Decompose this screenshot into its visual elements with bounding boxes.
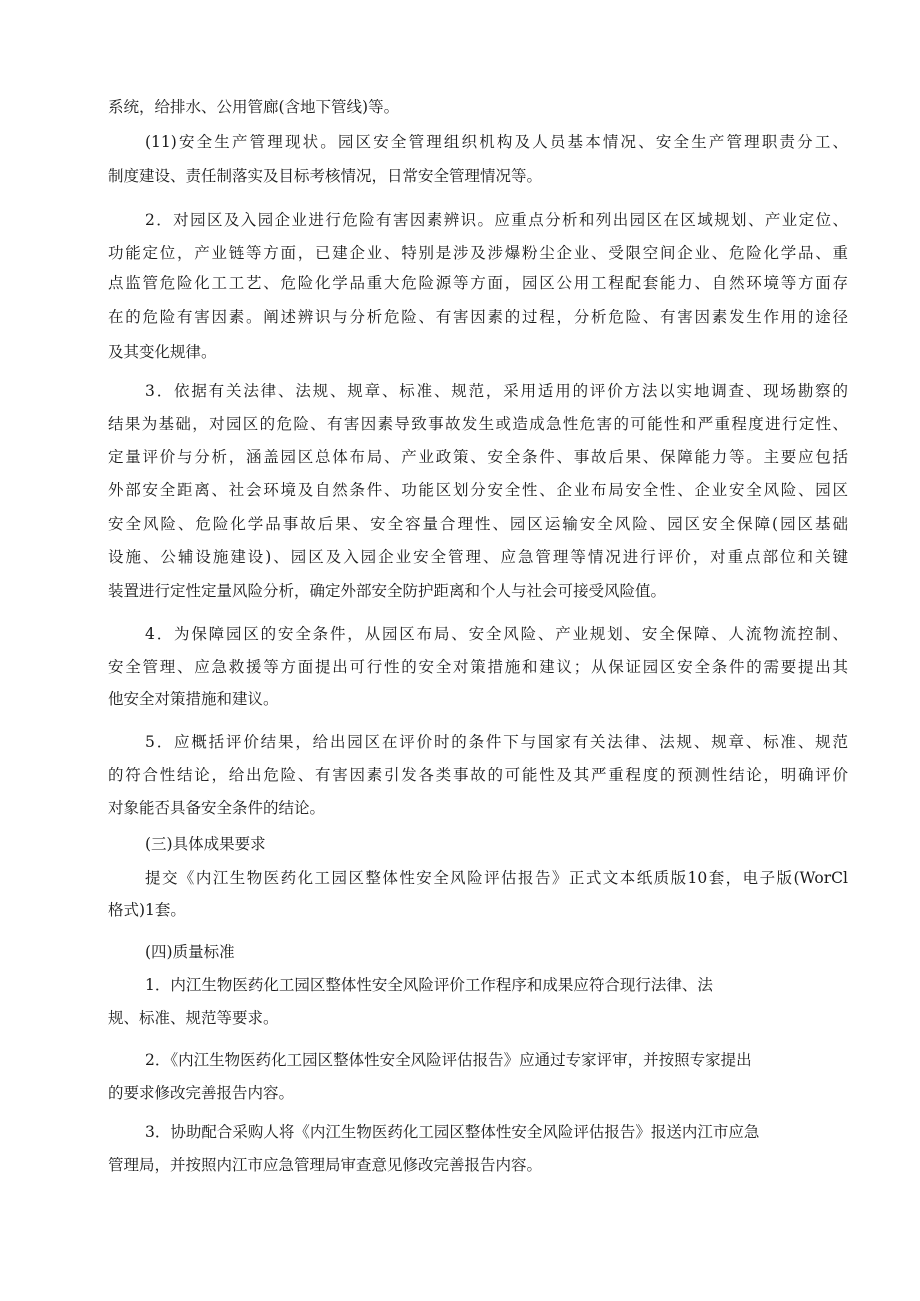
text-line: (11)安全生产管理现状。园区安全管理组织机构及人员基本情况、安全生产管理职责分工、 [145, 133, 848, 151]
text-line: 规、标准、规范等要求。 [108, 1009, 279, 1027]
text-line: 装置进行定性定量风险分析，确定外部安全防护距离和个人与社会可接受风险值。 [108, 582, 667, 600]
section-heading: (三)具体成果要求 [145, 835, 266, 853]
text-line: 格式)1套。 [108, 901, 186, 919]
text-line: 外部安全距离、社会环境及自然条件、功能区划分安全性、企业布局安全性、企业安全风险、园区 [108, 481, 848, 499]
text-line: 结果为基础，对园区的危险、有害因素导致事故发生或造成急性危害的可能性和严重程度进行定性、 [108, 415, 848, 433]
text-line: 点监管危险化工工艺、危险化学品重大危险源等方面，园区公用工程配套能力、自然环境等方面存 [108, 274, 848, 292]
text-line: 5．应概括评价结果，给出园区在评价时的条件下与国家有关法律、法规、规章、标准、规范 [145, 733, 848, 751]
text-line: 定量评价与分析，涵盖园区总体布局、产业政策、安全条件、事故后果、保障能力等。主要应包括 [108, 448, 848, 466]
text-line: 3．依据有关法律、法规、规章、标准、规范，采用适用的评价方法以实地调查、现场勘察的 [145, 382, 848, 400]
text-line: 3．协助配合采购人将《内江生物医药化工园区整体性安全风险评估报告》报送内江市应急 [145, 1123, 760, 1141]
text-line: 管理局，并按照内江市应急管理局审查意见修改完善报告内容。 [108, 1156, 543, 1174]
text-line: 提交《内江生物医药化工园区整体性安全风险评估报告》正式文本纸质版10套，电子版(WorCl [145, 869, 848, 887]
text-line: 对象能否具备安全条件的结论。 [108, 799, 326, 817]
text-line: 在的危险有害因素。阐述辨识与分析危险、有害因素的过程，分析危险、有害因素发生作用的途径 [108, 308, 848, 326]
text-line: 安全风险、危险化学品事故后果、安全容量合理性、园区运输安全风险、园区安全保障(园区基础 [108, 515, 848, 533]
text-line: 他安全对策措施和建议。 [108, 690, 279, 708]
text-line: 1．内江生物医药化工园区整体性安全风险评价工作程序和成果应符合现行法律、法 [145, 976, 713, 994]
text-line: 系统，给排水、公用管廊(含地下管线)等。 [108, 98, 400, 116]
text-line: 的符合性结论，给出危险、有害因素引发各类事故的可能性及其严重程度的预测性结论，明确评价 [108, 766, 848, 784]
text-line: 2．《内江生物医药化工园区整体性安全风险评估报告》应通过专家评审，并按照专家提出 [145, 1051, 752, 1069]
text-line: 功能定位，产业链等方面，已建企业、特别是涉及涉爆粉尘企业、受限空间企业、危险化学品、重 [108, 244, 848, 262]
text-line: 2．对园区及入园企业进行危险有害因素辨识。应重点分析和列出园区在区域规划、产业定位、 [145, 211, 848, 229]
section-heading: (四)质量标准 [145, 943, 235, 961]
text-line: 4．为保障园区的安全条件，从园区布局、安全风险、产业规划、安全保障、人流物流控制、 [145, 625, 848, 643]
text-line: 的要求修改完善报告内容。 [108, 1084, 295, 1102]
text-line: 及其变化规律。 [108, 343, 217, 361]
text-line: 安全管理、应急救援等方面提出可行性的安全对策措施和建议；从保证园区安全条件的需要提出其 [108, 658, 848, 676]
text-line: 制度建设、责任制落实及目标考核情况，日常安全管理情况等。 [108, 167, 543, 185]
text-line: 设施、公辅设施建设)、园区及入园企业安全管理、应急管理等情况进行评价，对重点部位和关键 [108, 548, 848, 566]
